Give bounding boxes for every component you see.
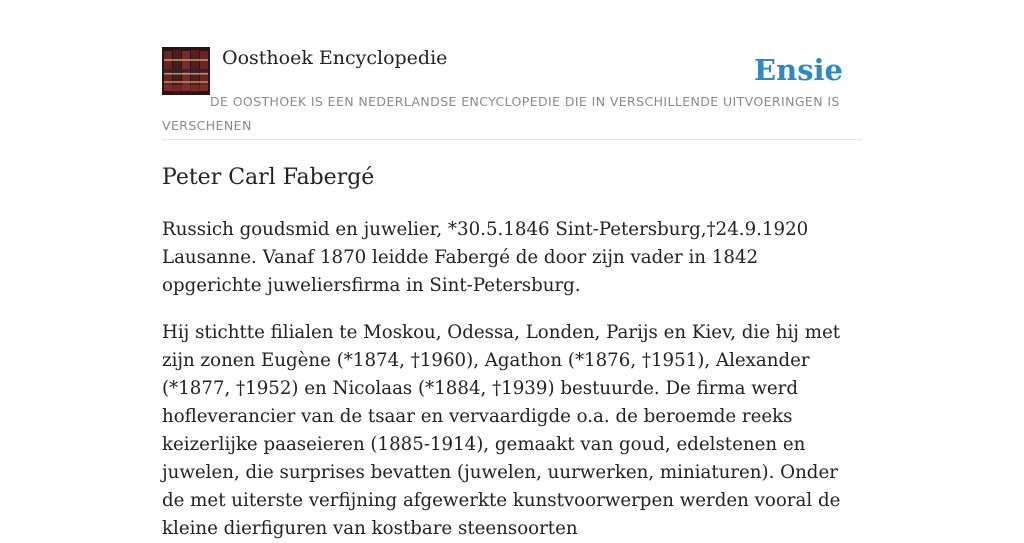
site-header <box>162 46 862 140</box>
encyclopedia-books-icon <box>162 47 210 95</box>
article-paragraph-1: Russich goudsmid en juwelier, *30.5.1846 Sint-Petersburg,†24.9.1920 Lausanne. Vanaf 1870 leidde Fabergé de door zijn vader in 1842 opgerichte juweliersfirma in Sint-Petersburg. <box>162 219 809 296</box>
site-title[interactable]: Oosthoek Encyclopedie <box>222 47 448 69</box>
site-tagline: DE OOSTHOEK IS EEN NEDERLANDSE ENCYCLOPEDIE DIE IN VERSCHILLENDE UITVOERINGEN IS VERSCHENEN <box>162 94 840 133</box>
article <box>162 160 862 543</box>
brand-logo[interactable]: Ensie <box>754 53 843 87</box>
article-title: Peter Carl Fabergé <box>162 165 375 190</box>
article-paragraph-2: Hij stichtte filialen te Moskou, Odessa, Londen, Parijs en Kiev, die hij met zijn zonen Eugène (*1874, †1960), Agathon (*1876, †1951), Alexander (*1877, †1952) en Nicolaas (*1884, †1939) bestuurde. De firma werd hofleverancier van de tsaar en vervaardigde o.a. de beroemde reeks keizerlijke paaseieren (1885-1914), gemaakt van goud, edelstenen en juwelen, die surprises bevatten (juwelen, uurwerken, miniaturen). Onder de met uiterste verfijning afgewerkte kunstvoorwerpen werden vooral de kleine dierfiguren van kostbare steensoorten <box>162 322 841 539</box>
site-avatar[interactable] <box>162 47 210 95</box>
